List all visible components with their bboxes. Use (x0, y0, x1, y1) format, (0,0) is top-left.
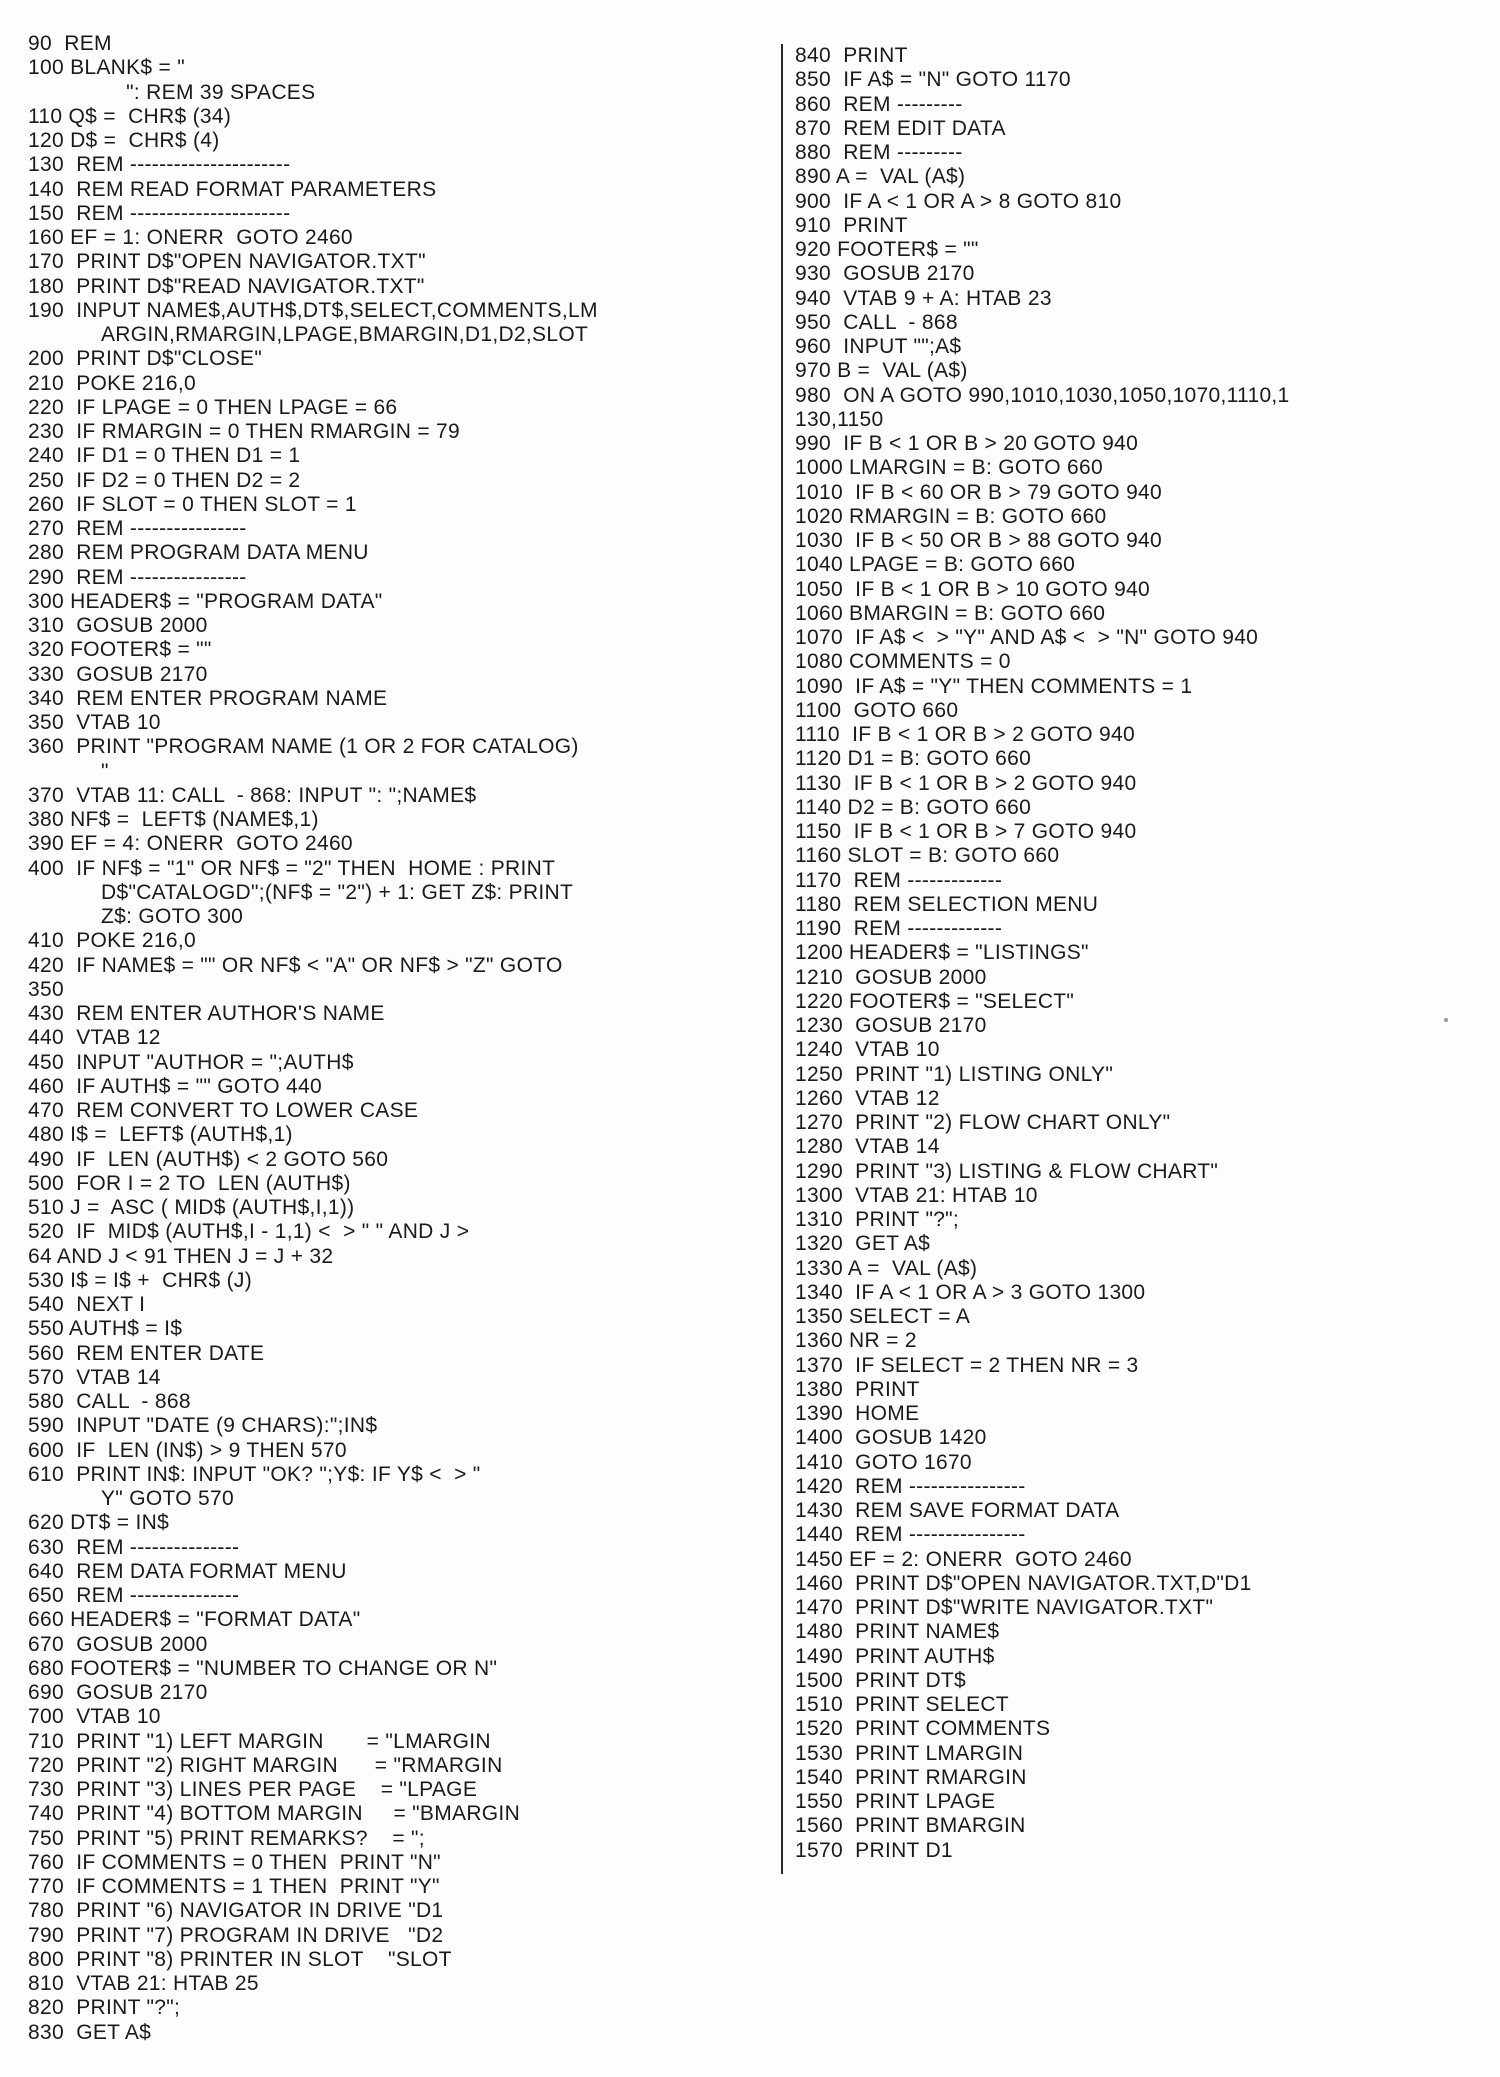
code-line: ": REM 39 SPACES (28, 80, 316, 104)
code-line: 690 GOSUB 2170 (28, 1681, 208, 1704)
code-line: 760 IF COMMENTS = 0 THEN PRINT "N" (28, 1850, 441, 1874)
code-line: 740 PRINT "4) BOTTOM MARGIN = "BMARGIN (28, 1802, 521, 1826)
code-line: 1070 IF A$ < > "Y" AND A$ < > "N" GOTO 940 (795, 626, 1259, 649)
code-line: 130 REM ---------------------- (28, 153, 291, 177)
code-line: 220 IF LPAGE = 0 THEN LPAGE = 66 (28, 395, 398, 419)
code-line: 460 IF AUTH$ = "" GOTO 440 (28, 1074, 322, 1098)
code-line: 1270 PRINT "2) FLOW CHART ONLY" (795, 1111, 1171, 1134)
code-line: 130,1150 (795, 407, 884, 431)
code-line: 530 I$ = I$ + CHR$ (J) (28, 1268, 252, 1292)
code-line: 680 FOOTER$ = "NUMBER TO CHANGE OR N" (28, 1656, 498, 1680)
code-line: 920 FOOTER$ = "" (795, 238, 979, 261)
code-line: 160 EF = 1: ONERR GOTO 2460 (28, 226, 353, 249)
code-line: 1570 PRINT D1 (795, 1838, 953, 1862)
code-line: 330 GOSUB 2170 (28, 662, 208, 686)
code-line: 880 REM --------- (795, 141, 963, 164)
code-line: 1150 IF B < 1 OR B > 7 GOTO 940 (795, 820, 1137, 843)
code-line: 1560 PRINT BMARGIN (795, 1814, 1026, 1838)
code-line: 720 PRINT "2) RIGHT MARGIN = "RMARGIN (28, 1753, 503, 1777)
code-line: 150 REM ---------------------- (28, 201, 291, 225)
code-line: 1530 PRINT LMARGIN (795, 1741, 1024, 1765)
code-line: 970 B = VAL (A$) (795, 359, 968, 383)
code-line: 840 PRINT (795, 44, 908, 67)
code-line: 310 GOSUB 2000 (28, 614, 208, 637)
code-line: 1020 RMARGIN = B: GOTO 660 (795, 504, 1107, 528)
code-line: 240 IF D1 = 0 THEN D1 = 1 (28, 444, 301, 468)
code-line: D$"CATALOGD";(NF$ = "2") + 1: GET Z$: PRINT (101, 880, 574, 904)
code-line: 850 IF A$ = "N" GOTO 1170 (795, 68, 1071, 92)
code-line: 810 VTAB 21: HTAB 25 (28, 1972, 259, 1995)
code-line: 390 EF = 4: ONERR GOTO 2460 (28, 832, 353, 856)
scan-speck (1444, 1018, 1448, 1022)
code-line: 200 PRINT D$"CLOSE" (28, 347, 263, 371)
code-line: 950 CALL - 868 (795, 310, 958, 334)
code-line: 450 INPUT "AUTHOR = ";AUTH$ (28, 1050, 354, 1074)
code-line: 170 PRINT D$"OPEN NAVIGATOR.TXT" (28, 250, 426, 274)
code-line: 1520 PRINT COMMENTS (795, 1717, 1051, 1741)
code-line: 420 IF NAME$ = "" OR NF$ < "A" OR NF$ > "Z" GOTO (28, 953, 563, 977)
code-line: 410 POKE 216,0 (28, 929, 196, 953)
code-line: 360 PRINT "PROGRAM NAME (1 OR 2 FOR CATALOG) (28, 735, 579, 759)
code-line: 280 REM PROGRAM DATA MENU (28, 541, 369, 565)
code-line: 910 PRINT (795, 213, 908, 237)
code-line: 230 IF RMARGIN = 0 THEN RMARGIN = 79 (28, 420, 460, 443)
code-line: 100 BLANK$ = " (28, 56, 186, 80)
code-line: 1360 NR = 2 (795, 1329, 917, 1353)
code-line: 340 REM ENTER PROGRAM NAME (28, 686, 388, 710)
code-line: 550 AUTH$ = I$ (28, 1317, 183, 1341)
code-line: 1500 PRINT DT$ (795, 1668, 967, 1692)
code-line: 64 AND J < 91 THEN J = J + 32 (28, 1244, 334, 1268)
code-line: 750 PRINT "5) PRINT REMARKS? = "; (28, 1826, 425, 1850)
code-line: 870 REM EDIT DATA (795, 116, 1006, 140)
code-line: 640 REM DATA FORMAT MENU (28, 1559, 347, 1583)
code-line: 820 PRINT "?"; (28, 1996, 181, 2020)
code-line: 1550 PRINT LPAGE (795, 1790, 996, 1813)
code-line: 940 VTAB 9 + A: HTAB 23 (795, 286, 1052, 310)
code-line: 1340 IF A < 1 OR A > 3 GOTO 1300 (795, 1280, 1146, 1304)
code-line: 490 IF LEN (AUTH$) < 2 GOTO 560 (28, 1147, 389, 1171)
code-line: 1080 COMMENTS = 0 (795, 650, 1011, 674)
code-line: 570 VTAB 14 (28, 1365, 161, 1389)
code-line: 1410 GOTO 1670 (795, 1450, 972, 1474)
code-line: 180 PRINT D$"READ NAVIGATOR.TXT" (28, 274, 425, 298)
code-line: 270 REM ---------------- (28, 517, 247, 540)
code-line: 1480 PRINT NAME$ (795, 1620, 1000, 1644)
code-line: 1420 REM ---------------- (795, 1474, 1026, 1498)
code-line: 670 GOSUB 2000 (28, 1632, 208, 1656)
code-line: 1540 PRINT RMARGIN (795, 1765, 1027, 1789)
code-line: 350 (28, 977, 64, 1001)
code-line: 930 GOSUB 2170 (795, 262, 975, 286)
listing-right-column (795, 44, 1475, 1863)
code-line: 1490 PRINT AUTH$ (795, 1644, 995, 1668)
code-line: 610 PRINT IN$: INPUT "OK? ";Y$: IF Y$ < > " (28, 1462, 481, 1486)
code-line: 650 REM --------------- (28, 1584, 240, 1607)
code-line: 540 NEXT I (28, 1293, 146, 1316)
code-line: 470 REM CONVERT TO LOWER CASE (28, 1099, 419, 1122)
code-line: 1290 PRINT "3) LISTING & FLOW CHART" (795, 1159, 1219, 1183)
code-line: 1120 D1 = B: GOTO 660 (795, 747, 1032, 771)
code-line: 1100 GOTO 660 (795, 698, 959, 722)
code-line: 1170 REM ------------- (795, 868, 1003, 892)
listing-left-column (28, 32, 768, 2045)
code-line: 860 REM --------- (795, 92, 963, 116)
code-line: 560 REM ENTER DATE (28, 1341, 265, 1365)
code-line: 1240 VTAB 10 (795, 1038, 940, 1062)
code-line: 1390 HOME (795, 1402, 920, 1425)
code-line: 1470 PRINT D$"WRITE NAVIGATOR.TXT" (795, 1596, 1214, 1619)
code-line: 1140 D2 = B: GOTO 660 (795, 795, 1032, 819)
code-line: 1370 IF SELECT = 2 THEN NR = 3 (795, 1353, 1139, 1377)
code-line: 260 IF SLOT = 0 THEN SLOT = 1 (28, 492, 357, 516)
code-line: 780 PRINT "6) NAVIGATOR IN DRIVE "D1 (28, 1899, 444, 1923)
code-line: 990 IF B < 1 OR B > 20 GOTO 940 (795, 432, 1139, 455)
code-line: 210 POKE 216,0 (28, 371, 196, 395)
code-line: 140 REM READ FORMAT PARAMETERS (28, 177, 437, 201)
code-line: 630 REM --------------- (28, 1535, 240, 1559)
code-line: 1190 REM ------------- (795, 917, 1003, 940)
code-line: 1400 GOSUB 1420 (795, 1426, 987, 1450)
code-line: 1230 GOSUB 2170 (795, 1014, 987, 1037)
code-line: 1160 SLOT = B: GOTO 660 (795, 844, 1060, 868)
code-line: 1330 A = VAL (A$) (795, 1256, 978, 1280)
code-line: 510 J = ASC ( MID$ (AUTH$,I,1)) (28, 1196, 355, 1219)
code-line: 400 IF NF$ = "1" OR NF$ = "2" THEN HOME : PRINT (28, 856, 556, 880)
code-line: 90 REM (28, 32, 112, 55)
code-line: 730 PRINT "3) LINES PER PAGE = "LPAGE (28, 1778, 478, 1801)
code-line: 1220 FOOTER$ = "SELECT" (795, 989, 1075, 1013)
code-line: 250 IF D2 = 0 THEN D2 = 2 (28, 468, 301, 492)
code-line: 790 PRINT "7) PROGRAM IN DRIVE "D2 (28, 1923, 444, 1947)
code-line: 1320 GET A$ (795, 1232, 931, 1256)
code-line: 1310 PRINT "?"; (795, 1208, 960, 1231)
code-line: 370 VTAB 11: CALL - 868: INPUT ": ";NAME$ (28, 783, 477, 807)
code-line: 320 FOOTER$ = "" (28, 638, 212, 662)
code-line: 1200 HEADER$ = "LISTINGS" (795, 941, 1089, 965)
code-line: 660 HEADER$ = "FORMAT DATA" (28, 1608, 361, 1632)
code-line: 1300 VTAB 21: HTAB 10 (795, 1183, 1038, 1207)
code-line: 1210 GOSUB 2000 (795, 965, 987, 989)
code-line: 430 REM ENTER AUTHOR'S NAME (28, 1002, 385, 1025)
code-line: 1440 REM ---------------- (795, 1523, 1026, 1547)
code-line: 190 INPUT NAME$,AUTH$,DT$,SELECT,COMMENTS,LM (28, 298, 598, 322)
code-line: 710 PRINT "1) LEFT MARGIN = "LMARGIN (28, 1729, 491, 1753)
code-line: 290 REM ---------------- (28, 565, 247, 589)
code-line: 1350 SELECT = A (795, 1305, 971, 1328)
code-line: Y" GOTO 570 (101, 1487, 234, 1510)
code-line: 520 IF MID$ (AUTH$,I - 1,1) < > " " AND J > (28, 1220, 470, 1244)
column-divider (781, 44, 783, 1874)
code-line: 380 NF$ = LEFT$ (NAME$,1) (28, 808, 319, 831)
code-line: 350 VTAB 10 (28, 711, 161, 734)
code-line: 1110 IF B < 1 OR B > 2 GOTO 940 (795, 723, 1135, 746)
code-line: ARGIN,RMARGIN,LPAGE,BMARGIN,D1,D2,SLOT (101, 323, 589, 346)
code-line: 1010 IF B < 60 OR B > 79 GOTO 940 (795, 480, 1163, 504)
code-line: 600 IF LEN (IN$) > 9 THEN 570 (28, 1438, 347, 1462)
code-line: 440 VTAB 12 (28, 1026, 161, 1050)
code-line: 1460 PRINT D$"OPEN NAVIGATOR.TXT,D"D1 (795, 1571, 1252, 1595)
code-line: 980 ON A GOTO 990,1010,1030,1050,1070,1110,1 (795, 383, 1290, 407)
code-line: 480 I$ = LEFT$ (AUTH$,1) (28, 1123, 293, 1147)
code-line: 590 INPUT "DATE (9 CHARS):";IN$ (28, 1414, 378, 1438)
code-line: 700 VTAB 10 (28, 1705, 161, 1729)
code-line: Z$: GOTO 300 (101, 905, 244, 928)
code-line: 830 GET A$ (28, 2020, 152, 2044)
code-line: 300 HEADER$ = "PROGRAM DATA" (28, 589, 383, 613)
code-line: 1030 IF B < 50 OR B > 88 GOTO 940 (795, 529, 1163, 552)
code-line: 620 DT$ = IN$ (28, 1511, 170, 1535)
code-line: 770 IF COMMENTS = 1 THEN PRINT "Y" (28, 1875, 440, 1898)
code-line: 1060 BMARGIN = B: GOTO 660 (795, 601, 1106, 625)
code-line: 1130 IF B < 1 OR B > 2 GOTO 940 (795, 771, 1137, 795)
code-line: 1380 PRINT (795, 1377, 920, 1401)
code-line: 1180 REM SELECTION MENU (795, 892, 1099, 916)
code-line: 500 FOR I = 2 TO LEN (AUTH$) (28, 1171, 351, 1195)
code-line: 120 D$ = CHR$ (4) (28, 129, 220, 152)
code-line: 580 CALL - 868 (28, 1390, 191, 1413)
code-line: 800 PRINT "8) PRINTER IN SLOT "SLOT (28, 1947, 452, 1971)
code-line: " (101, 759, 109, 783)
code-line: 1050 IF B < 1 OR B > 10 GOTO 940 (795, 577, 1151, 601)
code-line: 1280 VTAB 14 (795, 1135, 940, 1159)
code-line: 1000 LMARGIN = B: GOTO 660 (795, 456, 1103, 480)
code-line: 1260 VTAB 12 (795, 1086, 940, 1110)
code-line: 1040 LPAGE = B: GOTO 660 (795, 553, 1076, 577)
code-line: 900 IF A < 1 OR A > 8 GOTO 810 (795, 189, 1122, 213)
code-line: 1510 PRINT SELECT (795, 1693, 1009, 1716)
code-line: 960 INPUT "";A$ (795, 335, 962, 358)
code-line: 1090 IF A$ = "Y" THEN COMMENTS = 1 (795, 674, 1193, 698)
code-line: 1450 EF = 2: ONERR GOTO 2460 (795, 1547, 1132, 1571)
code-line: 1430 REM SAVE FORMAT DATA (795, 1499, 1120, 1522)
code-line: 890 A = VAL (A$) (795, 165, 966, 189)
code-line: 1250 PRINT "1) LISTING ONLY" (795, 1062, 1114, 1086)
code-line: 110 Q$ = CHR$ (34) (28, 104, 232, 128)
